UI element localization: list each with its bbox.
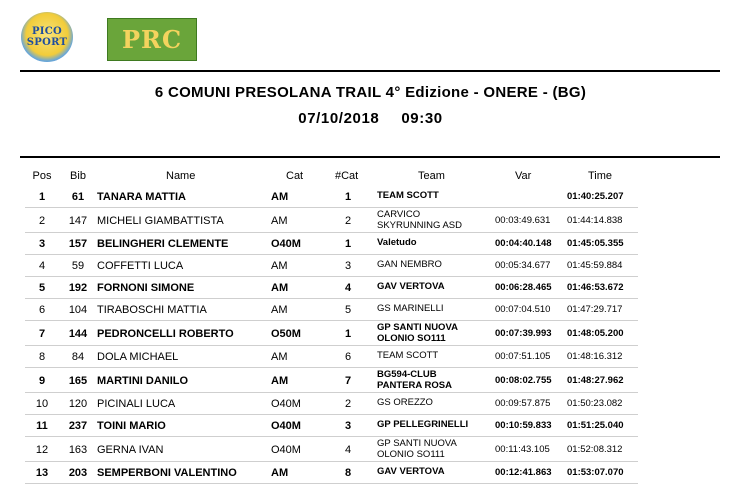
name-cell: FORNONI SIMONE — [97, 282, 195, 294]
time-cell: 01:48:05.200 — [567, 328, 624, 339]
table-row — [25, 415, 638, 437]
header-divider — [20, 156, 720, 158]
table-row — [25, 368, 638, 393]
cat-cell: AM — [271, 215, 288, 227]
cat-rank-cell: 3 — [344, 260, 352, 272]
bib-cell: 59 — [71, 260, 85, 272]
cat-cell: AM — [271, 191, 289, 203]
name-cell: TIRABOSCHI MATTIA — [97, 304, 207, 316]
cat-cell: AM — [271, 282, 289, 294]
team-cell — [377, 322, 458, 344]
name-cell: TANARA MATTIA — [97, 191, 186, 203]
team-line-1: BG594-CLUB — [377, 369, 437, 380]
team-cell — [377, 190, 439, 201]
team-line-1: CARVICO — [377, 209, 421, 220]
name-cell: PEDRONCELLI ROBERTO — [97, 328, 234, 340]
team-line-2: PANTERA ROSA — [377, 380, 452, 391]
prc-logo — [107, 18, 197, 61]
bib-cell: 61 — [71, 191, 85, 203]
race-datetime — [0, 110, 741, 127]
pos-cell: 9 — [38, 375, 46, 387]
team-cell — [377, 281, 445, 292]
time-cell: 01:53:07.070 — [567, 467, 624, 478]
cat-rank-cell: 1 — [344, 238, 352, 250]
cat-cell: O40M — [271, 238, 301, 250]
team-line-1: GAN NEMBRO — [377, 259, 442, 270]
time-cell: 01:47:29.717 — [567, 304, 623, 315]
bib-cell: 192 — [68, 282, 88, 294]
pico-logo-text: PICO — [31, 26, 63, 37]
team-line-1: TEAM SCOTT — [377, 190, 439, 201]
cat-cell: O40M — [271, 444, 301, 456]
bib-cell: 144 — [68, 328, 88, 340]
pos-cell: 5 — [38, 282, 46, 294]
prc-logo-text: PRC — [121, 25, 183, 54]
pos-cell: 12 — [35, 444, 49, 456]
team-line-2: OLONIO SO111 — [377, 449, 445, 460]
table-row — [25, 208, 638, 233]
pos-cell: 2 — [38, 215, 46, 227]
var-cell: 00:05:34.677 — [495, 260, 551, 271]
table-row — [25, 277, 638, 299]
pos-cell: 4 — [38, 260, 46, 272]
var-cell: 00:07:51.105 — [495, 351, 551, 362]
team-line-2: OLONIO SO111 — [377, 333, 446, 344]
bib-cell: 147 — [68, 215, 88, 227]
table-row — [25, 393, 638, 415]
cat-rank-cell: 5 — [344, 304, 352, 316]
header-cat: Cat — [286, 170, 304, 182]
name-cell: BELINGHERI CLEMENTE — [97, 238, 229, 250]
time-cell: 01:46:53.672 — [567, 282, 624, 293]
table-header — [0, 170, 741, 184]
team-line-1: GAV VERTOVA — [377, 466, 445, 477]
var-cell: 00:06:28.465 — [495, 282, 552, 293]
bib-cell: 237 — [68, 420, 88, 432]
team-cell — [377, 259, 442, 270]
cat-cell: O50M — [271, 328, 301, 340]
table-row — [25, 346, 638, 368]
cat-cell: AM — [271, 351, 288, 363]
team-cell — [377, 466, 445, 477]
cat-rank-cell: 1 — [344, 191, 352, 203]
bib-cell: 203 — [68, 467, 88, 479]
time-cell: 01:48:16.312 — [567, 351, 623, 362]
team-cell — [377, 438, 457, 460]
team-line-1: Valetudo — [377, 237, 417, 248]
header-pos: Pos — [32, 170, 52, 182]
time-cell: 01:50:23.082 — [567, 398, 623, 409]
time-cell: 01:52:08.312 — [567, 444, 623, 455]
cat-rank-cell: 4 — [344, 282, 352, 294]
cat-cell: O40M — [271, 398, 301, 410]
top-divider — [20, 70, 720, 72]
pos-cell: 10 — [35, 398, 49, 410]
pos-cell: 3 — [38, 238, 46, 250]
pos-cell: 6 — [38, 304, 46, 316]
time-cell: 01:45:59.884 — [567, 260, 623, 271]
name-cell: DOLA MICHAEL — [97, 351, 179, 363]
cat-cell: O40M — [271, 420, 301, 432]
team-cell — [377, 397, 433, 408]
pos-cell: 13 — [35, 467, 49, 479]
team-line-1: GS OREZZO — [377, 397, 433, 408]
header-var: Var — [515, 170, 532, 182]
name-cell: PICINALI LUCA — [97, 398, 176, 410]
time-cell: 01:45:05.355 — [567, 238, 624, 249]
team-line-1: GP SANTI NUOVA — [377, 438, 457, 449]
cat-rank-cell: 6 — [344, 351, 352, 363]
table-row — [25, 462, 638, 484]
table-row — [25, 321, 638, 346]
cat-cell: AM — [271, 304, 288, 316]
cat-cell: AM — [271, 375, 289, 387]
team-line-1: GP SANTI NUOVA — [377, 322, 458, 333]
cat-rank-cell: 3 — [344, 420, 352, 432]
team-cell — [377, 419, 468, 430]
bib-cell: 104 — [68, 304, 88, 316]
cat-rank-cell: 2 — [344, 215, 352, 227]
table-row — [25, 233, 638, 255]
table-row — [25, 299, 638, 321]
cat-rank-cell: 4 — [344, 444, 352, 456]
var-cell: 00:07:04.510 — [495, 304, 551, 315]
bib-cell: 165 — [68, 375, 88, 387]
var-cell: 00:03:49.631 — [495, 215, 551, 226]
team-cell — [377, 303, 444, 314]
table-row — [25, 186, 638, 208]
team-cell — [377, 237, 417, 248]
var-cell: 00:11:43.105 — [495, 444, 550, 455]
cat-rank-cell: 8 — [344, 467, 352, 479]
table-row — [25, 255, 638, 277]
cat-rank-cell: 7 — [344, 375, 352, 387]
pico-sport-logo — [21, 12, 73, 62]
name-cell: TOINI MARIO — [97, 420, 166, 432]
var-cell: 00:07:39.993 — [495, 328, 552, 339]
bib-cell: 120 — [68, 398, 88, 410]
header-time: Time — [588, 170, 613, 182]
cat-rank-cell: 2 — [344, 398, 352, 410]
pos-cell: 7 — [38, 328, 46, 340]
team-cell — [377, 350, 438, 361]
race-time: 09:30 — [401, 110, 443, 127]
cat-cell: AM — [271, 260, 288, 272]
team-line-1: GP PELLEGRINELLI — [377, 419, 469, 430]
team-line-1: GAV VERTOVA — [377, 281, 445, 292]
team-line-1: TEAM SCOTT — [377, 350, 439, 361]
time-cell: 01:44:14.838 — [567, 215, 623, 226]
team-cell — [377, 369, 452, 391]
time-cell: 01:51:25.040 — [567, 420, 624, 431]
var-cell: 00:04:40.148 — [495, 238, 552, 249]
pos-cell: 11 — [36, 420, 48, 432]
bib-cell: 157 — [68, 238, 88, 250]
cat-cell: AM — [271, 467, 289, 479]
bib-cell: 84 — [71, 351, 85, 363]
var-cell: 00:09:57.875 — [495, 398, 551, 409]
team-cell — [377, 209, 462, 231]
bib-cell: 163 — [68, 444, 88, 456]
header-bib: Bib — [70, 170, 86, 182]
name-cell: MICHELI GIAMBATTISTA — [97, 215, 224, 227]
pos-cell: 1 — [38, 191, 46, 203]
header-ncat: #Cat — [335, 170, 359, 182]
team-line-2: SKYRUNNING ASD — [377, 220, 462, 231]
name-cell: GERNA IVAN — [97, 444, 164, 456]
name-cell: MARTINI DANILO — [97, 375, 189, 387]
time-cell: 01:40:25.207 — [567, 191, 624, 202]
var-cell: 00:08:02.755 — [495, 375, 552, 386]
name-cell: COFFETTI LUCA — [97, 260, 184, 272]
var-cell: 00:12:41.863 — [495, 467, 552, 478]
race-title: 6 COMUNI PRESOLANA TRAIL 4° Edizione - ONERE - (BG) — [154, 84, 587, 101]
time-cell: 01:48:27.962 — [567, 375, 624, 386]
cat-rank-cell: 1 — [344, 328, 352, 340]
table-row — [25, 437, 638, 462]
sport-logo-text: SPORT — [26, 37, 68, 48]
header-name: Name — [166, 170, 196, 182]
team-line-1: GS MARINELLI — [377, 303, 444, 314]
pos-cell: 8 — [38, 351, 46, 363]
race-date: 07/10/2018 — [298, 110, 380, 127]
name-cell: SEMPERBONI VALENTINO — [97, 467, 237, 479]
var-cell: 00:10:59.833 — [495, 420, 552, 431]
header-team: Team — [418, 170, 445, 182]
